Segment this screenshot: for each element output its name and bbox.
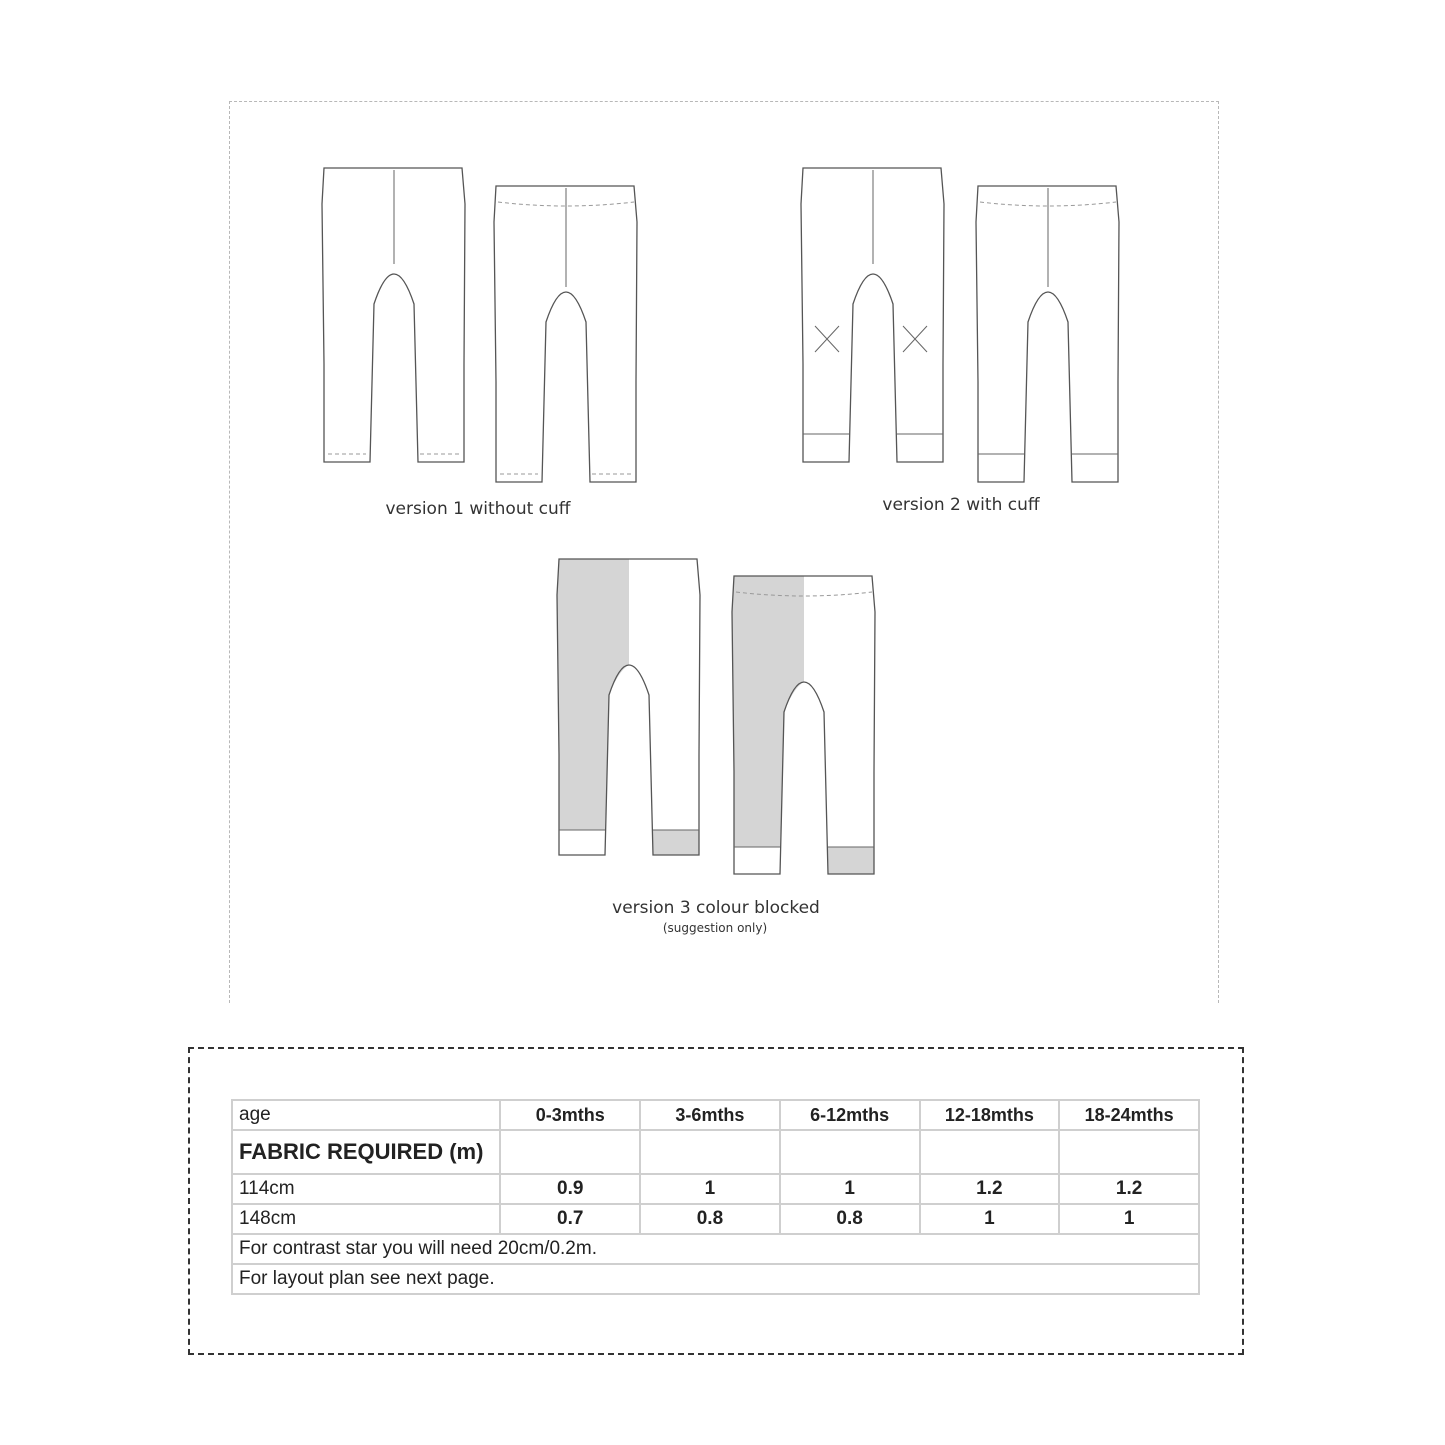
version1-back-drawing [490,182,642,488]
fabric-width-label: 148cm [232,1204,500,1234]
version3-note: (suggestion only) [662,921,768,935]
fabric-value: 0.8 [640,1204,780,1234]
fabric-value: 0.8 [780,1204,920,1234]
fabric-required-title: FABRIC REQUIRED (m) [232,1130,500,1174]
fabric-value: 1.2 [920,1174,1060,1204]
size-header: 6-12mths [780,1100,920,1130]
fabric-value: 0.9 [500,1174,640,1204]
size-header: 12-18mths [920,1100,1060,1130]
version3-caption: version 3 colour blocked [612,898,820,918]
contrast-star-note: For contrast star you will need 20cm/0.2m. [232,1234,1199,1264]
table-row [232,1130,1199,1174]
size-header: 3-6mths [640,1100,780,1130]
fabric-value: 1.2 [1059,1174,1199,1204]
version3-front-drawing [553,555,705,861]
age-header: age [232,1100,500,1130]
fabric-value: 0.7 [500,1204,640,1234]
layout-plan-note: For layout plan see next page. [232,1264,1199,1294]
version1-caption: version 1 without cuff [385,499,571,519]
fabric-value: 1 [1059,1204,1199,1234]
version2-back-drawing [972,182,1124,488]
version1-front-drawing [318,164,470,470]
fabric-value: 1 [920,1204,1060,1234]
version2-caption: version 2 with cuff [882,495,1040,515]
size-header: 0-3mths [500,1100,640,1130]
fabric-value: 1 [640,1174,780,1204]
table-row [232,1174,1199,1204]
table-row [232,1100,1199,1130]
version2-front-drawing [797,164,949,470]
fabric-value: 1 [780,1174,920,1204]
table-row [232,1264,1199,1294]
table-row [232,1204,1199,1234]
fabric-required-table [231,1099,1200,1295]
version3-back-drawing [728,572,880,878]
fabric-width-label: 114cm [232,1174,500,1204]
size-header: 18-24mths [1059,1100,1199,1130]
table-row [232,1234,1199,1264]
